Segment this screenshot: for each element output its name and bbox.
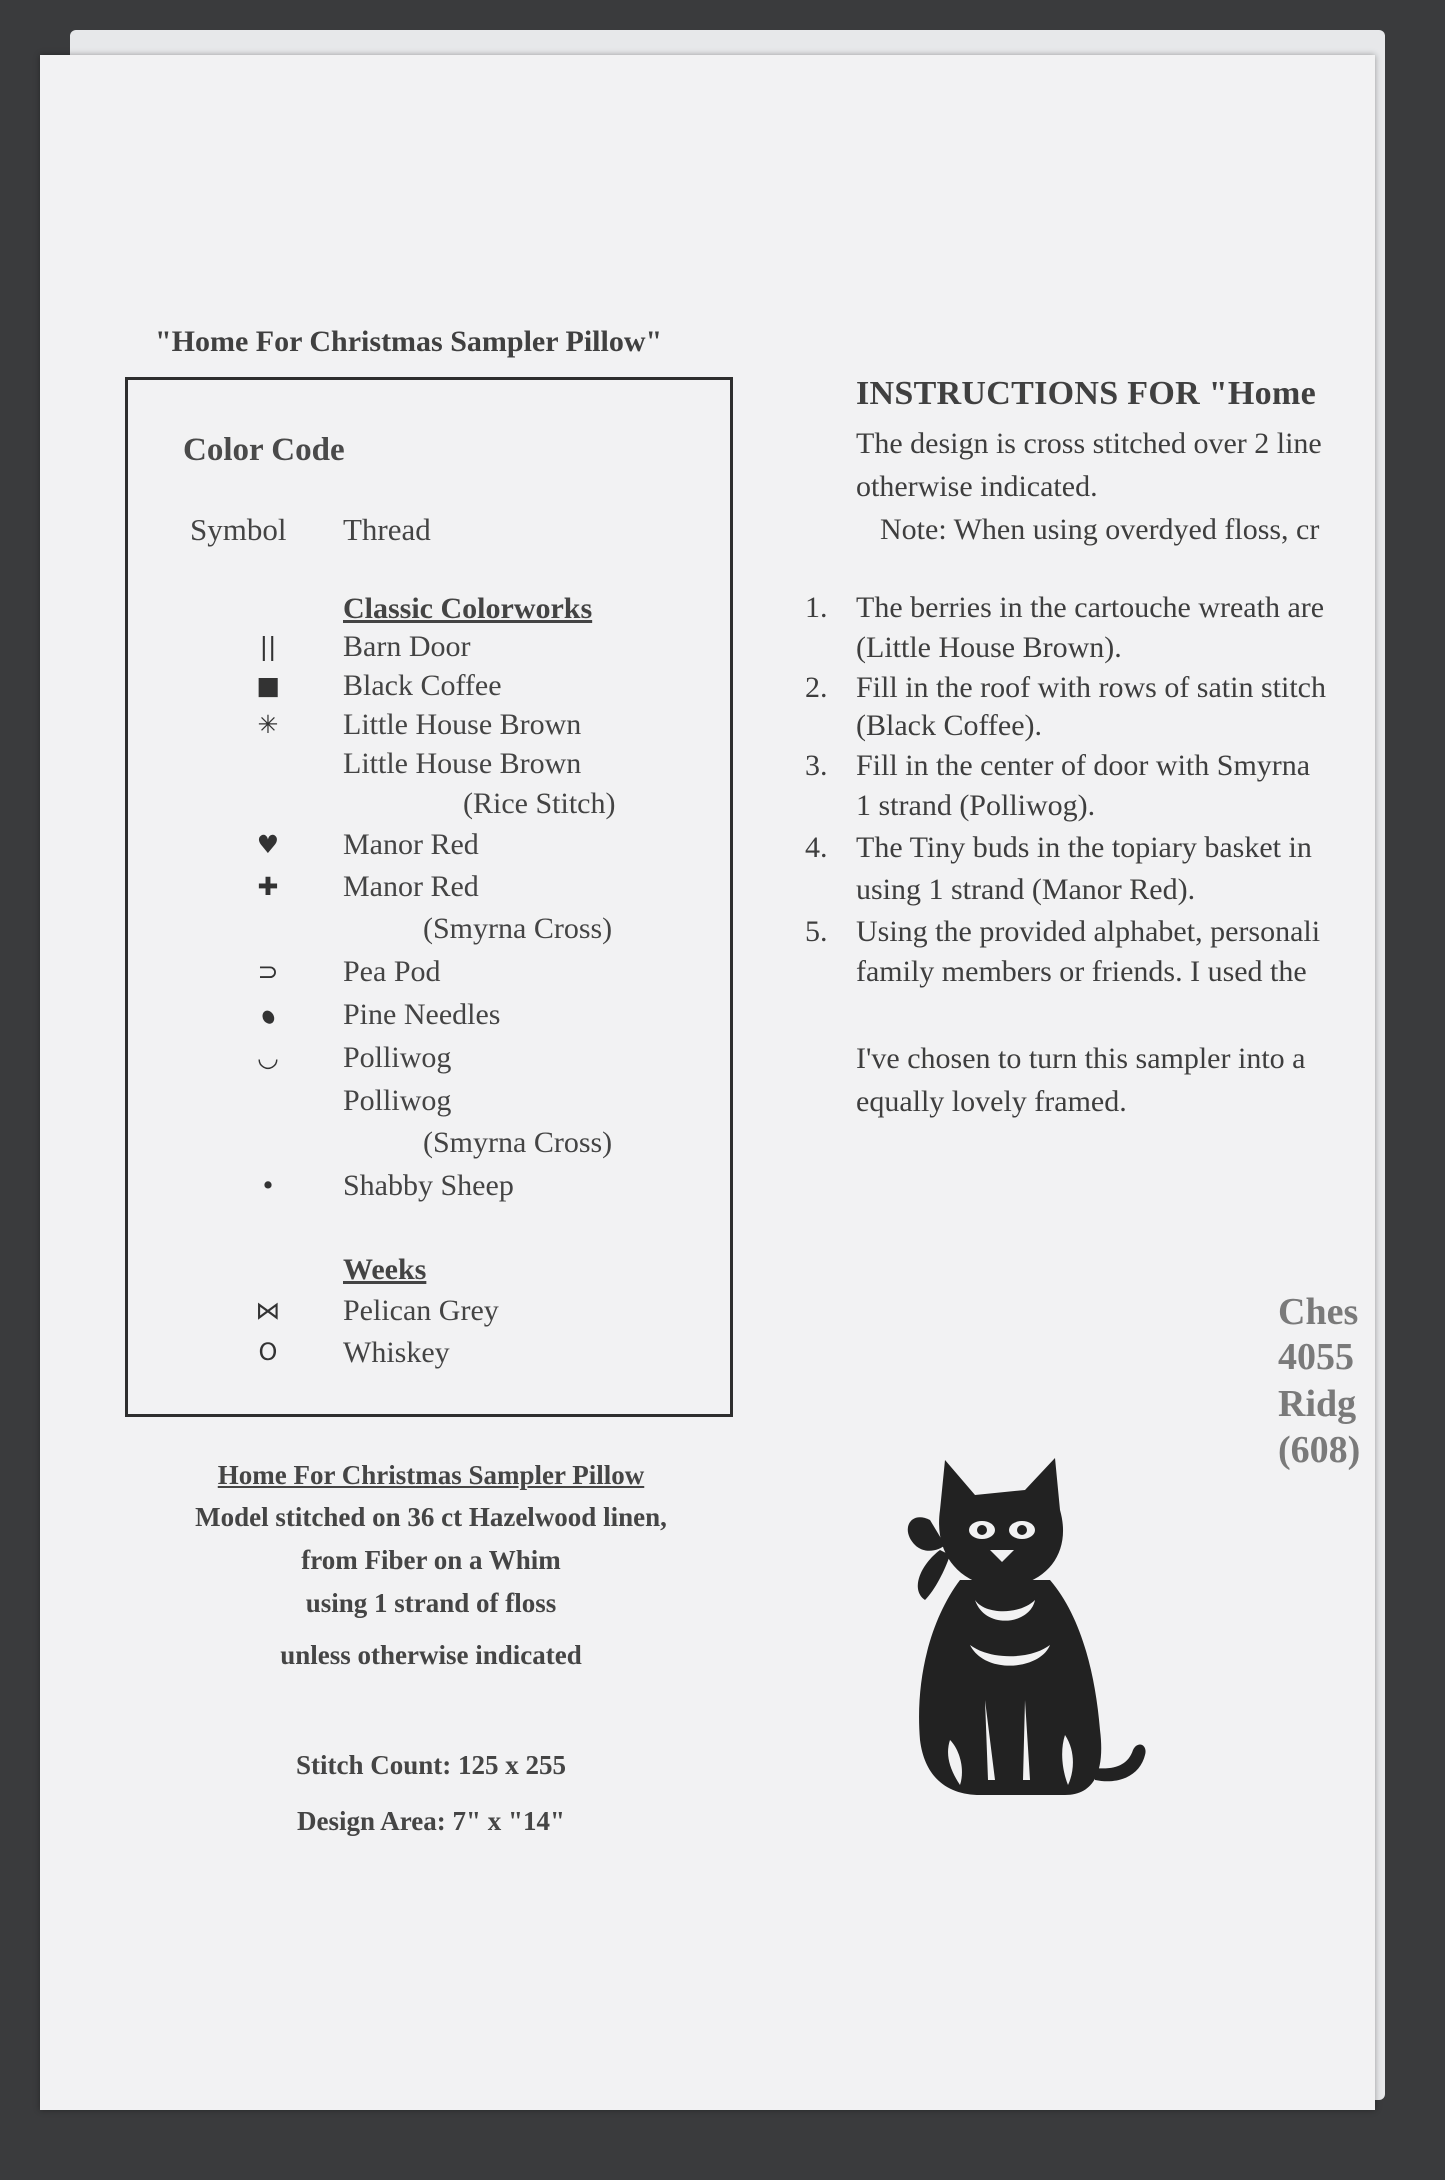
stitch-symbol: ■ (256, 671, 280, 700)
instructions-closing: equally lovely framed. (856, 1085, 1127, 1118)
instruction-line: The Tiny buds in the topiary basket in (856, 831, 1312, 864)
stitch-symbol: ◡ (258, 1043, 278, 1072)
instruction-line: Fill in the roof with rows of satin stitch (856, 671, 1326, 704)
thread-name: Shabby Sheep (343, 1169, 514, 1202)
instruction-line: (Little House Brown). (856, 631, 1122, 664)
design-area: Design Area: 7" x "14" (297, 1806, 565, 1836)
thread-name: Pea Pod (343, 955, 441, 988)
item-number: 5. (805, 915, 828, 948)
instructions-note: Note: When using overdyed floss, cr (880, 513, 1320, 546)
instructions-closing: I've chosen to turn this sampler into a (856, 1042, 1306, 1075)
address-line: Ridg (1278, 1383, 1357, 1425)
stitch-symbol: || (259, 632, 277, 661)
stitch-symbol: ⋈ (255, 1296, 281, 1325)
thread-name: Whiskey (343, 1336, 450, 1369)
instruction-line: family members or friends. I used the (856, 955, 1307, 988)
model-line: unless otherwise indicated (280, 1640, 582, 1670)
stitch-symbol: ✳ (257, 710, 279, 739)
item-number: 3. (805, 749, 828, 782)
model-title: Home For Christmas Sampler Pillow (217, 1460, 645, 1490)
section-classic-colorworks: Classic Colorworks (343, 592, 593, 625)
stitch-note: (Smyrna Cross) (423, 912, 613, 945)
thread-name: Polliwog (343, 1041, 452, 1074)
thread-name: Pine Needles (343, 998, 501, 1031)
stitch-symbol: ● (257, 1004, 279, 1029)
instruction-line: using 1 strand (Manor Red). (856, 873, 1196, 906)
item-number: 2. (805, 671, 828, 704)
stitch-symbol: ♥ (256, 830, 280, 859)
document-title: "Home For Christmas Sampler Pillow" (155, 325, 663, 358)
address-line: 4055 (1278, 1336, 1354, 1378)
stitch-symbol: ✚ (257, 872, 279, 901)
instructions-title: INSTRUCTIONS FOR "Home (856, 375, 1316, 412)
thread-name: Manor Red (343, 828, 479, 861)
thread-name: Pelican Grey (343, 1294, 499, 1327)
instruction-line: 1 strand (Polliwog). (856, 789, 1096, 822)
section-weeks: Weeks (343, 1253, 427, 1286)
thread-name: Manor Red (343, 870, 479, 903)
model-line: Model stitched on 36 ct Hazelwood linen, (195, 1502, 667, 1532)
model-line: using 1 strand of floss (305, 1588, 557, 1618)
cat-illustration (890, 1450, 1160, 1820)
instruction-line: Fill in the center of door with Smyrna (856, 749, 1311, 782)
instruction-line: (Black Coffee). (856, 709, 1043, 742)
instructions-intro: The design is cross stitched over 2 line (856, 427, 1322, 460)
address-line: (608) (1278, 1429, 1361, 1471)
stitch-count: Stitch Count: 125 x 255 (295, 1750, 566, 1780)
stitch-symbol: ⊃ (257, 957, 279, 986)
instructions-section (40, 55, 1375, 2110)
stitch-note: (Rice Stitch) (463, 787, 616, 820)
stitch-symbol: • (260, 1171, 276, 1200)
address-line: Ches (1278, 1291, 1359, 1333)
symbol-column-header: Symbol (190, 512, 287, 547)
instruction-line: The berries in the cartouche wreath are (856, 591, 1325, 624)
thread-column-header: Thread (343, 512, 431, 547)
instruction-line: Using the provided alphabet, personali (856, 915, 1321, 948)
instructions-intro: otherwise indicated. (856, 470, 1098, 503)
thread-name: Black Coffee (343, 669, 502, 702)
thread-name: Polliwog (343, 1084, 452, 1117)
thread-name: Little House Brown (343, 747, 582, 780)
thread-name: Little House Brown (343, 708, 582, 741)
stitch-symbol: O (258, 1338, 278, 1366)
thread-name: Barn Door (343, 630, 471, 663)
color-code-title: Color Code (183, 432, 345, 468)
model-line: from Fiber on a Whim (301, 1545, 561, 1575)
item-number: 4. (805, 831, 828, 864)
pattern-page (40, 55, 1375, 2110)
item-number: 1. (805, 591, 828, 624)
stitch-note: (Smyrna Cross) (423, 1126, 613, 1159)
